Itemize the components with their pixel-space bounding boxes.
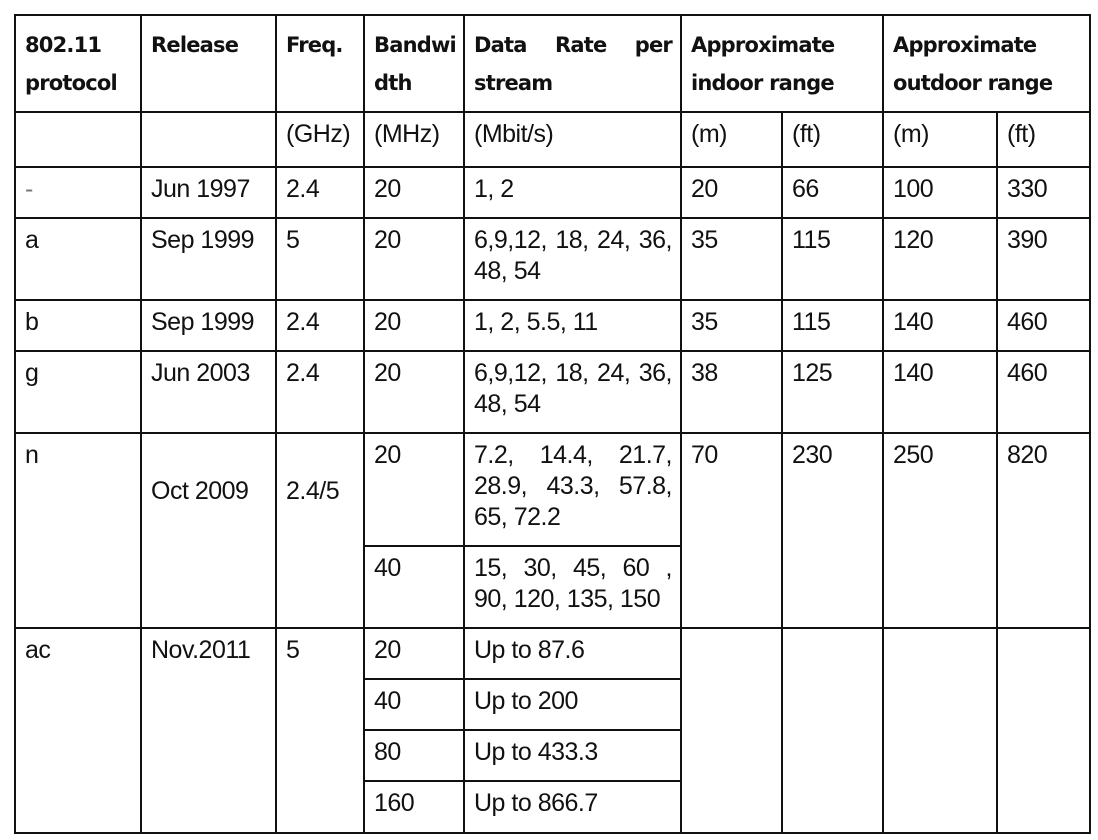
cell-outdoor-m: 100 [883,167,997,218]
cell-bandwidth: 20 [364,351,464,433]
cell-outdoor-m: 140 [883,300,997,351]
cell-outdoor-m: 120 [883,218,997,300]
cell-outdoor-m [883,628,997,833]
cell-protocol: ac [15,628,141,833]
cell-bandwidth: 20 [364,300,464,351]
units-outdoor-m: (m) [883,112,997,167]
header-indoor-range: Approximate indoor range [681,15,883,112]
cell-release: Jun 2003 [141,351,276,433]
cell-freq: 2.4/5 [276,433,364,628]
units-freq: (GHz) [276,112,364,167]
cell-bandwidth: 80 [364,730,464,781]
cell-outdoor-ft: 460 [997,351,1090,433]
units-indoor-m: (m) [681,112,782,167]
cell-indoor-ft [782,628,883,833]
table-row [15,167,1090,218]
header-data-rate-line2: stream [474,71,553,95]
cell-protocol: g [15,351,141,433]
cell-indoor-m: 38 [681,351,782,433]
units-outdoor-ft: (ft) [997,112,1090,167]
cell-data-rate: Up to 433.3 [464,730,681,781]
header-data-rate-word: per [634,33,672,57]
header-data-rate [464,15,681,112]
cell-bandwidth: 20 [364,167,464,218]
cell-indoor-ft: 230 [782,433,883,628]
header-row [15,15,1090,112]
table-row [15,433,1090,546]
cell-freq: 2.4 [276,300,364,351]
cell-outdoor-m: 140 [883,351,997,433]
cell-protocol: a [15,218,141,300]
cell-data-rate: 6,9,12, 18, 24, 36, 48, 54 [464,351,681,433]
cell-freq: 2.4 [276,167,364,218]
units-cell-empty [141,112,276,167]
cell-indoor-ft: 115 [782,300,883,351]
cell-bandwidth: 40 [364,546,464,628]
cell-indoor-ft: 66 [782,167,883,218]
cell-indoor-m: 70 [681,433,782,628]
header-protocol: 802.11 protocol [15,15,141,112]
units-bandwidth: (MHz) [364,112,464,167]
units-row [15,112,1090,167]
header-data-rate-word: Rate [554,33,607,57]
cell-protocol: - [15,167,141,218]
header-data-rate-word: Data [474,33,527,57]
cell-indoor-ft: 115 [782,218,883,300]
cell-bandwidth: 20 [364,218,464,300]
cell-data-rate: Up to 200 [464,679,681,730]
wifi-protocol-table [14,14,1091,834]
units-data-rate: (Mbit/s) [464,112,681,167]
table-row [15,351,1090,433]
cell-outdoor-ft: 330 [997,167,1090,218]
units-cell-empty [15,112,141,167]
header-release: Release [141,15,276,112]
cell-outdoor-ft: 820 [997,433,1090,628]
cell-data-rate: Up to 87.6 [464,628,681,679]
header-freq: Freq. [276,15,364,112]
cell-release: Oct 2009 [141,433,276,628]
cell-outdoor-m: 250 [883,433,997,628]
cell-data-rate: Up to 866.7 [464,781,681,833]
cell-protocol: b [15,300,141,351]
header-data-rate-line1 [474,26,672,64]
cell-release: Jun 1997 [141,167,276,218]
units-indoor-ft: (ft) [782,112,883,167]
cell-data-rate: 15, 30, 45, 60 , 90, 120, 135, 150 [464,546,681,628]
cell-outdoor-ft: 460 [997,300,1090,351]
cell-release: Sep 1999 [141,218,276,300]
cell-indoor-m: 35 [681,218,782,300]
cell-freq: 5 [276,218,364,300]
header-outdoor-range: Approximate outdoor range [883,15,1090,112]
cell-protocol: n [15,433,141,628]
table-row [15,628,1090,679]
cell-data-rate: 7.2, 14.4, 21.7, 28.9, 43.3, 57.8, 65, 72.2 [464,433,681,546]
cell-indoor-m: 20 [681,167,782,218]
cell-indoor-m [681,628,782,833]
cell-indoor-ft: 125 [782,351,883,433]
cell-outdoor-ft [997,628,1090,833]
table-row [15,300,1090,351]
cell-data-rate: 1, 2 [464,167,681,218]
cell-bandwidth: 20 [364,433,464,546]
cell-bandwidth: 20 [364,628,464,679]
cell-data-rate: 6,9,12, 18, 24, 36, 48, 54 [464,218,681,300]
cell-indoor-m: 35 [681,300,782,351]
cell-freq: 5 [276,628,364,833]
header-bandwidth: Bandwi dth [364,15,464,112]
cell-data-rate: 1, 2, 5.5, 11 [464,300,681,351]
cell-release: Nov.2011 [141,628,276,833]
cell-outdoor-ft: 390 [997,218,1090,300]
cell-bandwidth: 40 [364,679,464,730]
cell-bandwidth: 160 [364,781,464,833]
cell-release: Sep 1999 [141,300,276,351]
table-row [15,218,1090,300]
cell-freq: 2.4 [276,351,364,433]
